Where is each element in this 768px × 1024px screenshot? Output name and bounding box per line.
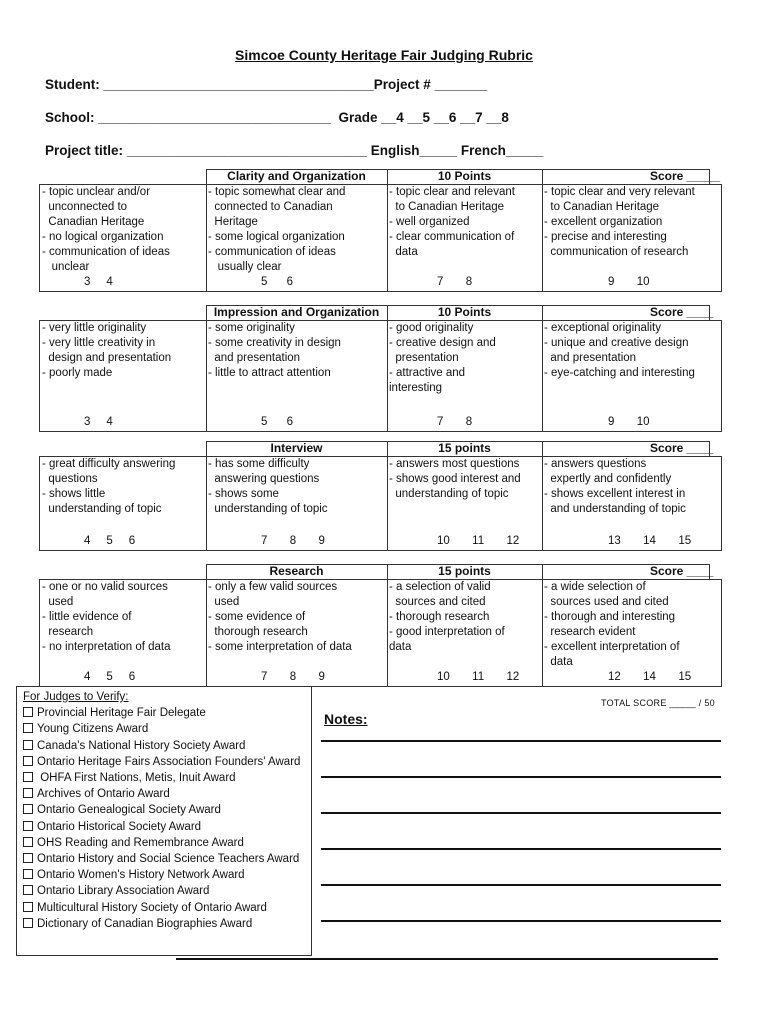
criteria-line: - topic somewhat clear and xyxy=(208,186,346,198)
signature-line xyxy=(176,958,718,960)
notes-line xyxy=(321,884,721,886)
section-points: 10 Points xyxy=(437,305,492,319)
checkbox-icon[interactable] xyxy=(23,902,33,912)
criteria-line: - only a few valid sources xyxy=(208,581,338,593)
criteria-line: answering questions xyxy=(208,473,320,485)
criteria-line: - eye-catching and interesting xyxy=(544,367,695,379)
section-title: Clarity and Organization xyxy=(227,169,366,183)
section-points: 15 points xyxy=(438,564,491,578)
criteria-line: - answers questions xyxy=(544,458,647,470)
section-points: 10 Points xyxy=(437,169,492,183)
criteria-line: questions xyxy=(42,473,98,485)
criteria-line: - well organized xyxy=(389,216,470,228)
criteria-line: - excellent interpretation of xyxy=(544,641,680,653)
criteria-line: data xyxy=(389,641,412,653)
award-label: Ontario History and Social Science Teachers Award xyxy=(37,853,300,866)
criteria-line: - communication of ideas xyxy=(208,246,336,258)
section-score: Score ____ xyxy=(650,441,714,455)
award-item xyxy=(23,900,305,916)
criteria-line: data xyxy=(544,656,573,668)
award-item xyxy=(23,916,305,932)
checkbox-icon[interactable] xyxy=(23,707,33,717)
notes-line xyxy=(321,740,721,742)
award-item xyxy=(23,754,305,770)
criteria-line: connected to Canadian xyxy=(208,201,333,213)
criteria-line: - some evidence of xyxy=(208,611,306,623)
criteria-line: - a selection of valid xyxy=(389,581,491,593)
criteria-line: research evident xyxy=(544,626,636,638)
award-item xyxy=(23,738,305,754)
rubric-cell xyxy=(40,320,206,431)
section-score: Score _____ xyxy=(650,169,721,183)
criteria-line: - good interpretation of xyxy=(389,626,505,638)
checkbox-icon[interactable] xyxy=(23,772,33,782)
checkbox-icon[interactable] xyxy=(23,837,33,847)
school-field: School: _______________________________ Grade __4 __5 __6 __7 __8 xyxy=(45,110,509,125)
checkbox-icon[interactable] xyxy=(23,788,33,798)
criteria-line: and presentation xyxy=(208,352,301,364)
criteria-line: - thorough and interesting xyxy=(544,611,676,623)
score-options: 10 11 12 xyxy=(437,535,520,547)
total-score: TOTAL SCORE _____ / 50 xyxy=(601,698,715,708)
score-options: 4 5 6 xyxy=(84,671,136,683)
section-score: Score ____ xyxy=(650,305,714,319)
judges-heading: For Judges to Verify: xyxy=(23,691,129,703)
award-label: Canada's National History Society Award xyxy=(37,739,246,752)
criteria-line: Heritage xyxy=(208,216,258,228)
criteria-line: - shows some xyxy=(208,488,279,500)
rubric-cell xyxy=(206,456,387,550)
criteria-line: used xyxy=(208,596,240,608)
criteria-line: - shows good interest and xyxy=(389,473,521,485)
student-field: Student: ____________________________________Project # _______ xyxy=(45,77,488,92)
awards-list xyxy=(23,705,305,932)
criteria-line: expertly and confidently xyxy=(544,473,672,485)
rubric-cell xyxy=(206,320,387,431)
rubric-cell xyxy=(40,456,206,550)
score-options: 3 4 xyxy=(84,416,113,428)
checkbox-icon[interactable] xyxy=(23,885,33,895)
criteria-line: - communication of ideas xyxy=(42,246,170,258)
criteria-line: - great difficulty answering xyxy=(42,458,176,470)
criteria-line: - excellent organization xyxy=(544,216,663,228)
criteria-line: - topic clear and very relevant xyxy=(544,186,695,198)
checkbox-icon[interactable] xyxy=(23,756,33,766)
award-item xyxy=(23,819,305,835)
rubric-cell xyxy=(40,579,206,686)
rubric-section xyxy=(39,305,722,432)
score-options: 5 6 xyxy=(261,276,293,288)
criteria-line: - has some difficulty xyxy=(208,458,310,470)
score-options: 7 8 xyxy=(437,276,473,288)
criteria-line: usually clear xyxy=(208,261,282,273)
criteria-line: to Canadian Heritage xyxy=(389,201,505,213)
score-options: 7 8 xyxy=(437,416,473,428)
notes-line xyxy=(321,848,721,850)
criteria-line: and presentation xyxy=(544,352,637,364)
award-label: Provincial Heritage Fair Delegate xyxy=(37,707,206,720)
award-item xyxy=(23,770,305,786)
checkbox-icon[interactable] xyxy=(23,723,33,733)
checkbox-icon[interactable] xyxy=(23,869,33,879)
rubric-cell xyxy=(206,579,387,686)
checkbox-icon[interactable] xyxy=(23,918,33,928)
award-label: Dictionary of Canadian Biographies Award xyxy=(37,917,253,930)
checkbox-icon[interactable] xyxy=(23,740,33,750)
criteria-line: - no interpretation of data xyxy=(42,641,171,653)
criteria-line: research xyxy=(42,626,94,638)
award-label: Ontario Heritage Fairs Association Founders' Award xyxy=(37,755,301,768)
criteria-line: - a wide selection of xyxy=(544,581,646,593)
award-item xyxy=(23,721,305,737)
project-title-field: Project title: ________________________________ English_____ French_____ xyxy=(45,143,544,158)
score-options: 12 14 15 xyxy=(608,671,692,683)
criteria-line: thorough research xyxy=(208,626,308,638)
rubric-cell xyxy=(542,579,721,686)
criteria-line: - some creativity in design xyxy=(208,337,341,349)
criteria-line: - precise and interesting xyxy=(544,231,667,243)
section-points: 15 points xyxy=(438,441,491,455)
rubric-section xyxy=(39,169,722,292)
section-title: Interview xyxy=(270,441,323,455)
criteria-line: - very little creativity in xyxy=(42,337,156,349)
criteria-line: - creative design and xyxy=(389,337,496,349)
award-item xyxy=(23,705,305,721)
award-item xyxy=(23,835,305,851)
score-options: 4 5 6 xyxy=(84,535,136,547)
checkbox-icon[interactable] xyxy=(23,821,33,831)
criteria-line: unconnected to xyxy=(42,201,128,213)
section-score: Score ____ xyxy=(650,564,714,578)
rubric-cell xyxy=(387,320,542,431)
criteria-line: - good originality xyxy=(389,322,474,334)
score-options: 13 14 15 xyxy=(608,535,692,547)
criteria-line: - clear communication of xyxy=(389,231,515,243)
criteria-line: communication of research xyxy=(544,246,689,258)
criteria-line: - topic clear and relevant xyxy=(389,186,515,198)
criteria-line: understanding of topic xyxy=(42,503,162,515)
criteria-line: - one or no valid sources xyxy=(42,581,168,593)
criteria-line: - shows little xyxy=(42,488,106,500)
award-label: Ontario Genealogical Society Award xyxy=(37,804,221,817)
award-label: Ontario Historical Society Award xyxy=(37,820,202,833)
rubric-cell xyxy=(206,184,387,291)
criteria-line: - no logical organization xyxy=(42,231,164,243)
section-title: Impression and Organization xyxy=(213,305,380,319)
criteria-line: - unique and creative design xyxy=(544,337,689,349)
criteria-line: - attractive and xyxy=(389,367,466,379)
award-label: Archives of Ontario Award xyxy=(37,788,170,801)
award-label: Multicultural History Society of Ontario Award xyxy=(37,901,267,914)
award-item xyxy=(23,851,305,867)
criteria-line: - little evidence of xyxy=(42,611,132,623)
score-options: 3 4 xyxy=(84,276,113,288)
award-label: OHFA First Nations, Metis, Inuit Award xyxy=(37,772,236,785)
judges-verify-box xyxy=(16,686,312,956)
notes-line xyxy=(321,920,721,922)
notes-label: Notes: xyxy=(324,711,368,727)
award-item xyxy=(23,786,305,802)
criteria-line: - some logical organization xyxy=(208,231,345,243)
criteria-line: Canadian Heritage xyxy=(42,216,145,228)
award-label: OHS Reading and Remembrance Award xyxy=(37,836,244,849)
criteria-line: - thorough research xyxy=(389,611,490,623)
criteria-line: - very little originality xyxy=(42,322,147,334)
award-item xyxy=(23,867,305,883)
notes-line xyxy=(321,776,721,778)
award-label: Young Citizens Award xyxy=(37,723,149,736)
rubric-section xyxy=(39,564,722,687)
score-options: 10 11 12 xyxy=(437,671,520,683)
notes-line xyxy=(321,812,721,814)
score-options: 7 8 9 xyxy=(261,671,325,683)
rubric-cell xyxy=(387,456,542,550)
award-label: Ontario Library Association Award xyxy=(37,885,210,898)
page-title: Simcoe County Heritage Fair Judging Rubric xyxy=(235,47,533,63)
criteria-line: - topic unclear and/or xyxy=(42,186,151,198)
criteria-line: sources used and cited xyxy=(544,596,669,608)
score-options: 9 10 xyxy=(608,276,650,288)
criteria-line: data xyxy=(389,246,418,258)
criteria-line: understanding of topic xyxy=(389,488,509,500)
score-options: 7 8 9 xyxy=(261,535,325,547)
criteria-line: sources and cited xyxy=(389,596,486,608)
score-options: 9 10 xyxy=(608,416,650,428)
checkbox-icon[interactable] xyxy=(23,804,33,814)
score-options: 5 6 xyxy=(261,416,293,428)
criteria-line: - answers most questions xyxy=(389,458,520,470)
rubric-section xyxy=(39,441,722,551)
rubric-cell xyxy=(387,184,542,291)
rubric-cell xyxy=(40,184,206,291)
award-item xyxy=(23,802,305,818)
criteria-line: understanding of topic xyxy=(208,503,328,515)
criteria-line: - some interpretation of data xyxy=(208,641,352,653)
criteria-line: presentation xyxy=(389,352,459,364)
criteria-line: - some originality xyxy=(208,322,295,334)
criteria-line: interesting xyxy=(389,382,443,394)
criteria-line: to Canadian Heritage xyxy=(544,201,660,213)
rubric-cell xyxy=(542,320,721,431)
checkbox-icon[interactable] xyxy=(23,853,33,863)
criteria-line: - little to attract attention xyxy=(208,367,331,379)
criteria-line: - shows excellent interest in xyxy=(544,488,686,500)
criteria-line: - poorly made xyxy=(42,367,113,379)
criteria-line: used xyxy=(42,596,74,608)
award-item xyxy=(23,883,305,899)
criteria-line: and understanding of topic xyxy=(544,503,686,515)
criteria-line: unclear xyxy=(42,261,90,273)
rubric-cell xyxy=(542,184,721,291)
rubric-cell xyxy=(542,456,721,550)
criteria-line: design and presentation xyxy=(42,352,172,364)
criteria-line: - exceptional originality xyxy=(544,322,661,334)
section-title: Research xyxy=(269,564,324,578)
rubric-cell xyxy=(387,579,542,686)
award-label: Ontario Women's History Network Award xyxy=(37,869,245,882)
